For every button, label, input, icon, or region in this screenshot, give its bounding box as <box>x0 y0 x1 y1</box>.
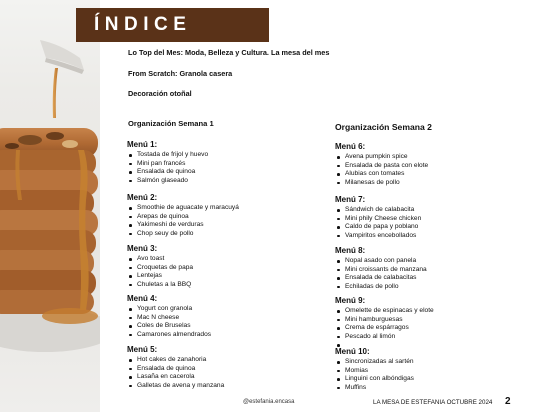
menu-title: Menú 2: <box>127 193 158 202</box>
menu-item: Salmón glaseado <box>137 177 312 186</box>
menu-item: Hot cakes de zanahoria <box>137 356 312 365</box>
menu-9 <box>335 296 520 350</box>
menu-item: Chop seuy de pollo <box>137 230 312 239</box>
page-number: 2 <box>505 396 511 407</box>
menu-item: Lasaña en cacerola <box>137 373 312 382</box>
menu-list <box>335 358 520 392</box>
footer-magazine-title: LA MESA DE ESTEFANIA OCTUBRE 2024 <box>373 399 493 406</box>
menu-4 <box>127 294 312 339</box>
menu-title: Menú 4: <box>127 294 158 303</box>
menu-3 <box>127 244 312 289</box>
week1-heading: Organización Semana 1 <box>128 119 214 128</box>
menu-title: Menú 10: <box>335 347 370 356</box>
menu-item: Pescado al limón <box>345 333 520 342</box>
menu-item: Echiladas de pollo <box>345 283 520 292</box>
menu-title: Menú 3: <box>127 244 158 253</box>
menu-list <box>335 153 520 187</box>
menu-item: Tostada de frijol y huevo <box>137 151 312 160</box>
menu-title: Menú 9: <box>335 296 366 305</box>
highlight-decoracion: Decoración otoñal <box>128 89 192 98</box>
highlight-from-scratch: From Scratch: Granola casera <box>128 69 233 78</box>
menu-title: Menú 1: <box>127 140 158 149</box>
menu-item: Crema de espárragos <box>345 324 520 333</box>
highlight-top-del-mes: Lo Top del Mes: Moda, Belleza y Cultura. La mesa del mes <box>128 48 330 57</box>
menu-7 <box>335 195 520 240</box>
menu-2 <box>127 193 312 238</box>
menu-item: Ensalada de quinoa <box>137 168 312 177</box>
menu-item: Coles de Bruselas <box>137 322 312 331</box>
menu-list <box>335 257 520 291</box>
footer-handle: @estefania.encasa <box>243 399 295 405</box>
menu-item: Sándwich de calabacita <box>345 206 520 215</box>
page-title: ÍNDICE <box>94 14 192 35</box>
menu-item: Croquetas de papa <box>137 264 312 273</box>
menu-6 <box>335 142 520 187</box>
menu-list <box>127 204 312 238</box>
menu-item: Mini phily Cheese chicken <box>345 215 520 224</box>
menu-item: Arepas de quinoa <box>137 213 312 222</box>
menu-10 <box>335 347 520 392</box>
menu-item: Lentejas <box>137 272 312 281</box>
menu-item: Mini pan francés <box>137 160 312 169</box>
menu-item: Muffins <box>345 384 520 393</box>
menu-8 <box>335 246 520 291</box>
menu-item: Milanesas de pollo <box>345 179 520 188</box>
menu-item: Caldo de papa y poblano <box>345 223 520 232</box>
menu-item: Alubias con tomates <box>345 170 520 179</box>
menu-list <box>127 255 312 289</box>
menu-item: Ensalada de quinoa <box>137 365 312 374</box>
menu-list <box>127 356 312 390</box>
menu-list <box>127 151 312 185</box>
menu-title: Menú 6: <box>335 142 366 151</box>
menu-item: Ensalada de calabacitas <box>345 274 520 283</box>
menu-item: Omelette de espinacas y elote <box>345 307 520 316</box>
menu-title: Menú 5: <box>127 345 158 354</box>
week2-heading: Organización Semana 2 <box>335 122 432 132</box>
menu-list <box>335 206 520 240</box>
menu-item: Yakimeshi de verduras <box>137 221 312 230</box>
menu-5 <box>127 345 312 390</box>
menu-item: Camarones almendrados <box>137 331 312 340</box>
menu-item: Mini hamburguesas <box>345 316 520 325</box>
menu-item: Sincronizadas al sartén <box>345 358 520 367</box>
menu-item: Smoothie de aguacate y maracuyá <box>137 204 312 213</box>
menu-item: Ensalada de pasta con elote <box>345 162 520 171</box>
menu-item: Momias <box>345 367 520 376</box>
menu-item: Linguini con albóndigas <box>345 375 520 384</box>
menu-item: Avo toast <box>137 255 312 264</box>
menu-item: Vampiritos encebollados <box>345 232 520 241</box>
menu-item: Chuletas a la BBQ <box>137 281 312 290</box>
menu-item: Avena pumpkin spice <box>345 153 520 162</box>
menu-title: Menú 7: <box>335 195 366 204</box>
menu-item: Mini croissants de manzana <box>345 266 520 275</box>
menu-item: Nopal asado con panela <box>345 257 520 266</box>
menu-item: Mac N cheese <box>137 314 312 323</box>
menu-list <box>335 307 520 350</box>
menu-title: Menú 8: <box>335 246 366 255</box>
menu-list <box>127 305 312 339</box>
menu-1 <box>127 140 312 185</box>
menu-item: Galletas de avena y manzana <box>137 382 312 391</box>
menu-item: Yogurt con granola <box>137 305 312 314</box>
